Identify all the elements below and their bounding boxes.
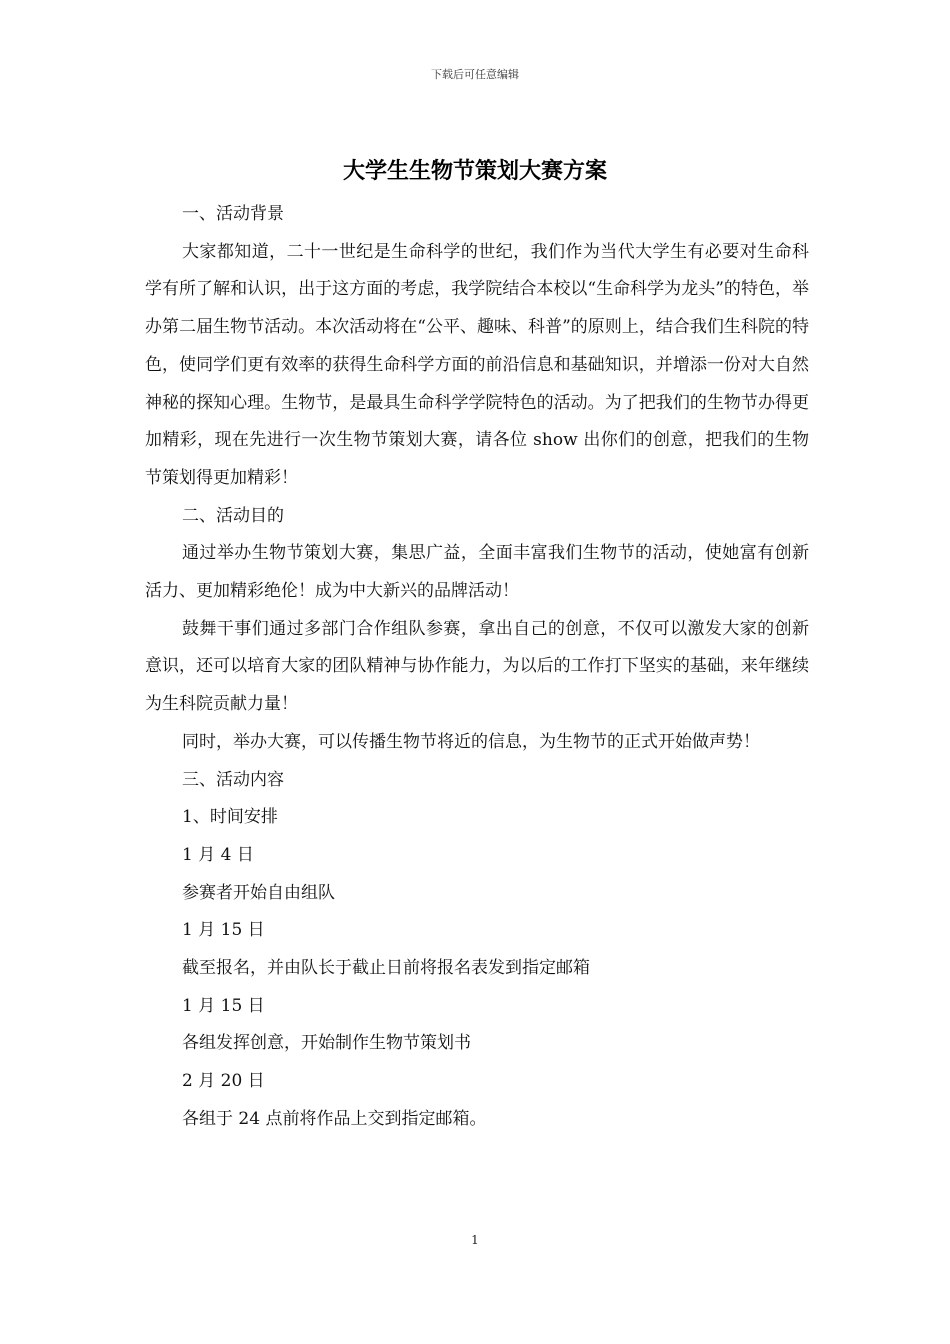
schedule-item: 各组发挥创意，开始制作生物节策划书 [182,1033,471,1054]
subheading-schedule: 1、时间安排 [182,807,278,828]
paragraph-purpose-1: 通过举办生物节策划大赛，集思广益，全面丰富我们生物节的活动，使她富有创新活力、更加精彩绝伦！成为中大新兴的品牌活动！ [145,543,809,602]
document-body [145,196,809,1139]
schedule-date: 1 月 15 日 [182,995,265,1016]
section-heading-background: 一、活动背景 [182,204,284,224]
schedule-item: 参赛者开始自由组队 [182,882,335,903]
paragraph-background: 大家都知道，二十一世纪是生命科学的世纪，我们作为当代大学生有必要对生命科学有所了解和认识，出于这方面的考虑，我学院结合本校以“生命科学为龙头”的特色，举办第二届生物节活动。本次活动将在“公平、趣味、科普”的原则上，结合我们生科院的特色，使同学们更有效率的获得生命科学方面的前沿信息和基础知识，并增添一份对大自然神秘的探知心理。生物节，是最具生命科学学院特色的活动。为了把我们的生物节办得更加精彩，现在先进行一次生物节策划大赛，请各位 show 出你们的创意，把我们的生物节策划得更加精彩！ [145,241,809,488]
page-number: 1 [471,1233,479,1247]
paragraph-purpose-2: 鼓舞干事们通过多部门合作组队参赛，拿出自己的创意，不仅可以激发大家的创新意识，还可以培育大家的团队精神与协作能力，为以后的工作打下坚实的基础，来年继续为生科院贡献力量！ [145,618,809,715]
page-header: 下载后可任意编辑 [431,68,519,81]
document-title: 大学生生物节策划大赛方案 [342,158,607,184]
schedule-date: 2 月 20 日 [182,1071,265,1092]
schedule-item: 各组于 24 点前将作品上交到指定邮箱。 [182,1108,487,1129]
paragraph-purpose-3: 同时，举办大赛，可以传播生物节将近的信息，为生物节的正式开始做声势！ [182,731,760,752]
schedule-item: 截至报名，并由队长于截止日前将报名表发到指定邮箱 [182,958,590,979]
section-heading-content: 三、活动内容 [182,769,284,790]
schedule-date: 1 月 4 日 [182,844,254,865]
schedule-date: 1 月 15 日 [182,920,265,941]
section-heading-purpose: 二、活动目的 [182,505,284,526]
